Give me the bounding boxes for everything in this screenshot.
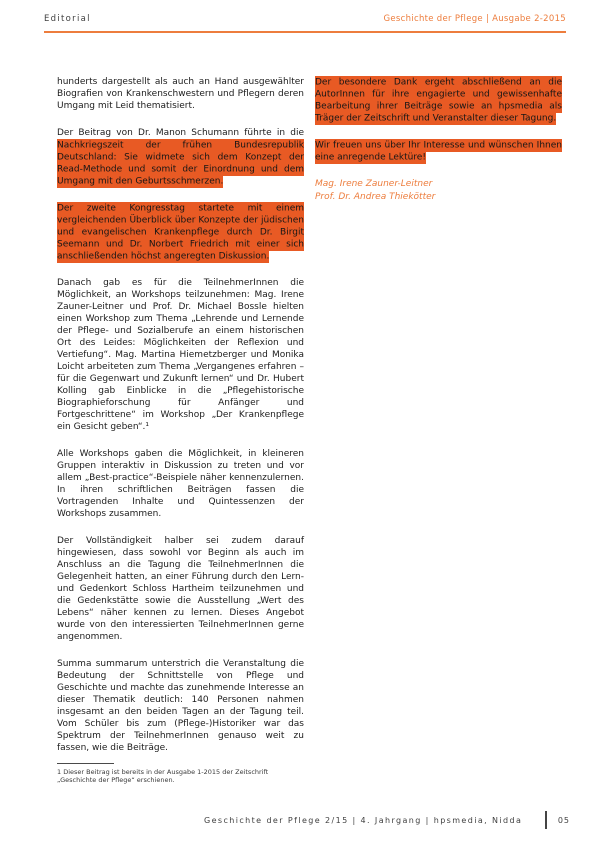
highlighted-text: Nachkriegszeit der frühen Bundesrepublik Deutschland: Sie widmete sich dem Konzept der Read-Methode und somit der Einordnung und dem Umgang mit den Geburtsschmerzen. bbox=[57, 140, 304, 186]
paragraph bbox=[315, 139, 562, 163]
signature-block bbox=[315, 178, 562, 203]
right-paragraphs bbox=[315, 76, 562, 163]
body-text: Alle Workshops gaben die Möglichkeit, in kleineren Gruppen interaktiv in Diskussion zu treten und vor allem „Best-practice“-Beispiele näher kennenzulernen. In ihren schriftlichen Beiträgen fassen die Vortragenden Inhalte und Quintessenzen der Workshops zusammen. bbox=[57, 449, 304, 519]
highlighted-text: Wir freuen uns über Ihr Interesse und wünschen Ihnen eine anregende Lektüre! bbox=[315, 140, 562, 162]
article-body bbox=[57, 76, 562, 769]
header-section-label: Editorial bbox=[44, 14, 91, 24]
highlighted-text: Der besondere Dank ergeht abschließend an die AutorInnen für ihre engagierte und gewissenhafte Bearbeitung ihrer Beiträge sowie an hpsmedia als Träger der Zeitschrift und Veranstalter dieser Tagung. bbox=[315, 77, 562, 123]
body-text: Der Vollständigkeit halber sei zudem darauf hingewiesen, dass sowohl vor Beginn als auch im Anschluss an die Tagung die TeilnehmerInnen die Gelegenheit hatten, an einer Führung durch den Lern- und Gedenkort Schloss Hartheim teilzunehmen und die Gedenkstätte sowie die Ausstellung „Wert des Lebens“ näher kennen zu lernen. Dieses Angebot wurde von den interessierten TeilnehmerInnen gerne angenommen. bbox=[57, 536, 304, 642]
footer-journal-line: Geschichte der Pflege 2/15 | 4. Jahrgang | hpsmedia, Nidda bbox=[204, 815, 523, 825]
page-footer bbox=[0, 811, 570, 829]
page-header bbox=[44, 14, 566, 24]
footnote-rule bbox=[57, 763, 114, 764]
footnote-text: 1 Dieser Beitrag ist bereits in der Ausgabe 1-2015 der Zeitschrift „Geschichte der Pflege“ erschienen. bbox=[57, 768, 269, 784]
footnote-area bbox=[57, 763, 309, 785]
paragraph bbox=[315, 76, 562, 124]
right-column bbox=[315, 76, 562, 769]
footer-divider bbox=[545, 811, 547, 829]
body-text: Danach gab es für die TeilnehmerInnen die Möglichkeit, an Workshops teilzunehmen: Mag. Irene Zauner-Leitner und Prof. Dr. Michael Bossle hielten einen Workshop zum Thema „Lehrende und Lernende der Pflege- und Sozialberufe an einem historischen Ort des Leides: Möglichkeiten der Reflexion und Vertiefung“. Mag. Martina Hiemetzberger und Monika Loicht arbeiteten zum Thema „Vergangenes erfahren – für die Gegenwart und Zukunft lernen“ und Dr. Hubert Kolling gab Einblicke in die „Pflegehistorische Biographieforschung für Anfänger und Fortgeschrittene“ im Workshop „Der Krankenpflege ein Gesicht geben“.¹ bbox=[57, 278, 304, 432]
paragraph bbox=[57, 535, 304, 643]
header-rule bbox=[44, 31, 566, 33]
highlighted-text: Der zweite Kongresstag startete mit einem vergleichenden Überblick über Konzepte der jüdischen und evangelischen Krankenpflege durch Dr. Birgit Seemann und Dr. Norbert Friedrich mit einer sich anschließenden höchst angeregten Diskussion. bbox=[57, 203, 304, 261]
body-text: Summa summarum unterstrich die Veranstaltung die Bedeutung der Schnittstelle von Pflege und Geschichte und machte das zunehmende Interesse an dieser Thematik deutlich: 140 Personen nahmen insgesamt an den beiden Tagen an der Tagung teil. Vom Schüler bis zum (Pflege-)Historiker war das Spektrum der TeilnehmerInnen genauso weit zu fassen, wie die Beiträge. bbox=[57, 659, 304, 753]
paragraph bbox=[57, 277, 304, 433]
header-issue-label: Geschichte der Pflege | Ausgabe 2-2015 bbox=[383, 14, 566, 24]
paragraph bbox=[57, 76, 304, 112]
paragraph bbox=[57, 202, 304, 262]
signature-name-2: Prof. Dr. Andrea Thiekötter bbox=[315, 191, 436, 202]
paragraph bbox=[57, 658, 304, 754]
body-text: Der Beitrag von Dr. Manon Schumann führte in die bbox=[57, 128, 304, 138]
paragraph bbox=[57, 127, 304, 187]
footer-page-number: 05 bbox=[557, 815, 570, 825]
paragraph bbox=[57, 448, 304, 520]
signature-name-1: Mag. Irene Zauner-Leitner bbox=[315, 179, 433, 189]
left-column bbox=[57, 76, 304, 769]
body-text: hunderts dargestellt als auch an Hand ausgewählter Biografien von Krankenschwestern und Pflegern deren Umgang mit Leid thematisiert. bbox=[57, 77, 304, 111]
